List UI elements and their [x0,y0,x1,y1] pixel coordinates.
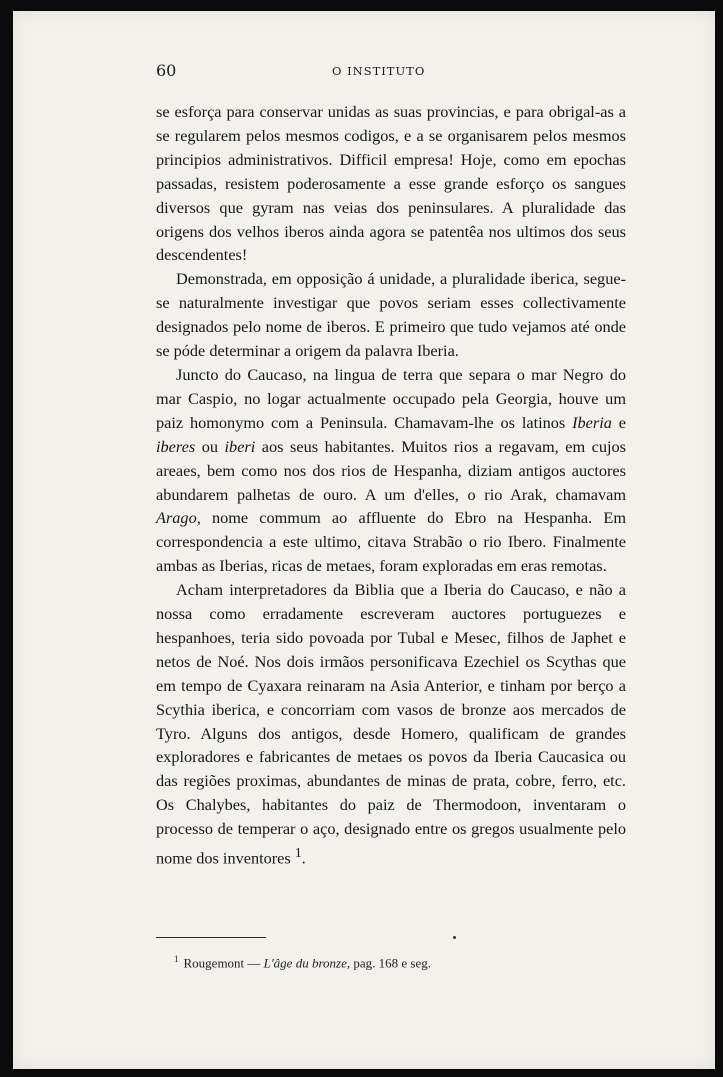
paragraph-4-text-b: . [301,848,306,868]
footnote-title: L'âge du bronze, [263,955,351,971]
italic-iberes: iberes [156,436,196,456]
print-speck [453,936,456,939]
paragraph-3 [156,363,626,578]
page-number: 60 [156,61,177,80]
footnote-reference[interactable]: 1 [294,845,302,861]
paragraph-1: se esforça para conservar unidas as suas provincias, e para obrigal-as a se regularem pelos mesmos codigos, e a se organisarem pelos mesmos principios administrativos. Difficil empresa! Hoje, como em epochas passadas, resistem poderosamente a esse grande esforço os sangues diversos que gyram nas veias dos peninsulares. A pluralidade das origens dos velhos iberos ainda agora se patentêa nos ultimos dos seus descendentes! [156,102,626,265]
paragraph-3-text-b: e [611,412,627,432]
paragraph-3-text-c: ou [195,436,225,456]
footnote-mark: 1 [174,954,179,964]
footnote-divider [156,937,266,938]
italic-iberia: Iberia [572,412,612,432]
italic-arago: Arago, [156,508,201,528]
italic-iberi: iberi [224,436,256,456]
paragraph-3-text-e: nome commum ao affluente do Ebro na Hespanha. Em correspondencia a este ultimo, citava Strabão o rio Ibero. Finalmente ambas as Iberias, ricas de metaes, foram exploradas em eras remotas. [156,508,626,576]
paragraph-4-text-a: Acham interpretadores da Biblia que a Iberia do Caucaso, e não a nossa como erradamente escreveram auctores portuguezes e hespanhoes, teria sido povoada por Tubal e Mesec, filhos de Japhet e netos de Noé. Nos dois irmãos personificava Ezechiel os Scythas que em tempo de Cyaxara reinaram na Asia Anterior, e tinham por berço a Scythia iberica, e concorriam com vasos de bronze aos mercados de Tyro. Alguns dos antigos, desde Homero, qualificam de grandes exploradores e fabricantes de metaes os povos da Iberia Caucasica ou das regiões proximas, abundantes de minas de prata, cobre, ferro, etc. Os Chalybes, habitantes do paiz de Thermodoon, inventaram o processo de temperar o aço, designado entre os gregos usualmente pelo nome dos inventores [156,580,626,868]
running-head: O INSTITUTO [332,64,426,78]
footnote [174,950,626,972]
footnote-ref: pag. 168 e seg. [350,955,431,971]
page-header [156,61,626,85]
paragraph-2: Demonstrada, em opposição á unidade, a pluralidade iberica, segue-se naturalmente investigar que povos seriam esses collectivamente designados pelo nome de iberos. E primeiro que tudo vejamos até onde se póde determinar a origem da palavra Iberia. [156,269,626,361]
paragraph-4 [156,578,626,870]
paragraph-3-text-a: Juncto do Caucaso, na lingua de terra que separa o mar Negro do mar Caspio, no logar actualmente occupado pela Georgia, houve um paiz homonymo com a Peninsula. Chamavam-lhe os latinos [156,364,626,432]
footnote-author: Rougemont — [183,955,264,971]
paragraph-3-text-d: aos seus habitantes. Muitos rios a regavam, em cujos areaes, bem como nos dos rios de Hespanha, diziam antigos auctores abundarem palhetas de ouro. A um d'elles, o rio Arak, chamavam [156,436,627,504]
body-text [156,100,626,870]
